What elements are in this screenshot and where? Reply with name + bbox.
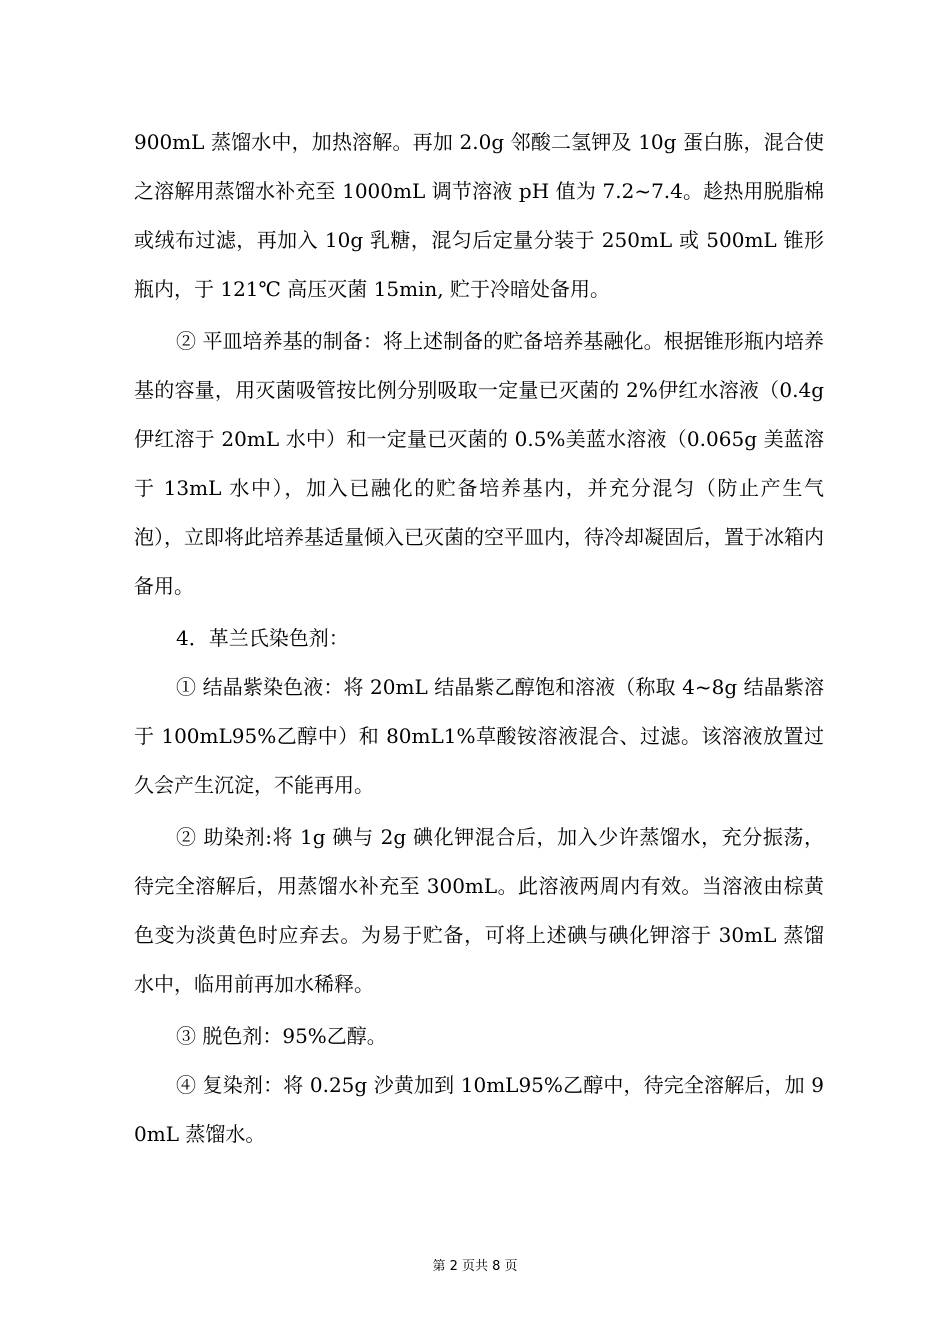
page-number-footer: 第 2 页共 8 页 <box>432 1259 518 1274</box>
paragraph-culture-medium-prep: 900mL 蒸馏水中，加热溶解。再加 2.0g 邻酸二氢钾及 10g 蛋白胨，混合使之溶解用蒸馏水补充至 1000mL 调节溶液 pH 值为 7.2~7.4。趁热用脱脂棉或绒布过滤，再加入 10g 乳糖，混匀后定量分装于 250mL 或 500mL 锥形瓶内，于 121℃ 高压灭菌 15min, 贮于冷暗处备用。 <box>134 130 824 301</box>
paragraph-decolorizer: ③ 脱色剂：95%乙醇。 <box>176 1024 387 1048</box>
section-heading-gram-stain: 4．革兰氏染色剂： <box>176 626 349 650</box>
paragraph-plate-medium: ② 平皿培养基的制备：将上述制备的贮备培养基融化。根据锥形瓶内培养基的容量，用灭菌吸管按比例分别吸取一定量已灭菌的 2%伊红水溶液（0.4g 伊红溶于 20mL 水中）和一定量已灭菌的 0.5%美蓝水溶液（0.065g 美蓝溶于 13mL 水中），加入已融化的贮备培养基内，并充分混匀（防止产生气泡），立即将此培养基适量倾入已灭菌的空平皿内，待冷却凝固后，置于冰箱内备用。 <box>134 329 824 598</box>
paragraph-mordant: ② 助染剂:将 1g 碘与 2g 碘化钾混合后，加入少许蒸馏水，充分振荡，待完全溶解后，用蒸馏水补充至 300mL。此溶液两周内有效。当溶液由棕黄色变为淡黄色时应弃去。为易于贮备，可将上述碘与碘化钾溶于 30mL 蒸馏水中，临用前再加水稀释。 <box>134 825 824 996</box>
paragraph-crystal-violet: ① 结晶紫染色液：将 20mL 结晶紫乙醇饱和溶液（称取 4~8g 结晶紫溶于 100mL95%乙醇中）和 80mL1%草酸铵溶液混合、过滤。该溶液放置过久会产生沉淀，不能再用。 <box>134 675 824 797</box>
page-body <box>134 118 824 1159</box>
paragraph-counterstain: ④ 复染剂：将 0.25g 沙黄加到 10mL95%乙醇中，待完全溶解后，加 90mL 蒸馏水。 <box>134 1073 824 1146</box>
